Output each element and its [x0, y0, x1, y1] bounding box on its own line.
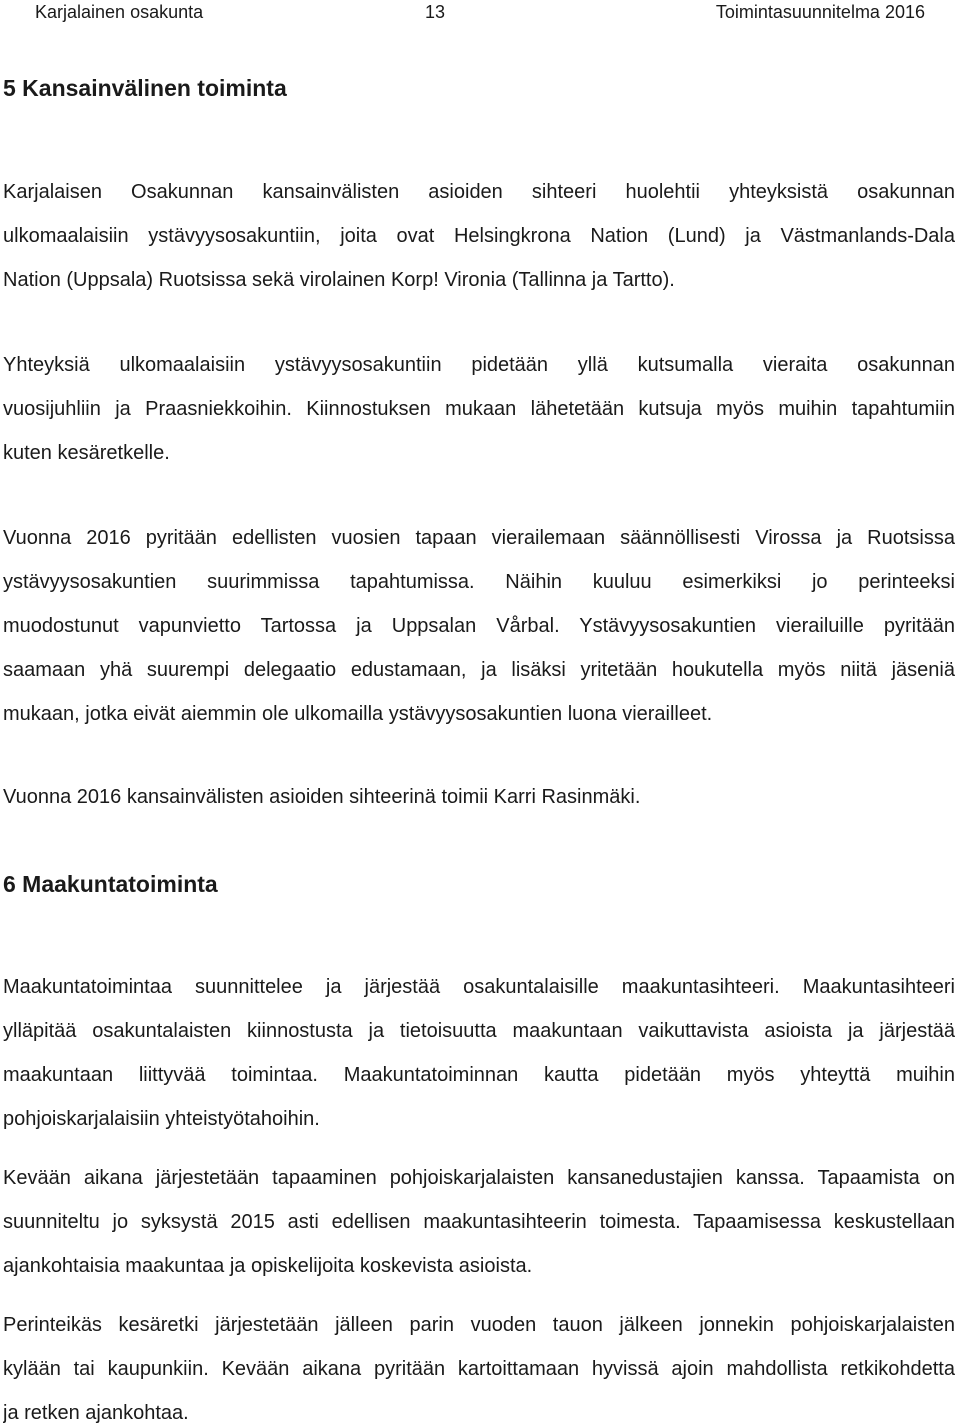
- section-heading: 5 Kansainvälinen toiminta: [3, 75, 287, 101]
- paragraph-line: vuosijuhliin ja Praasniekkoihin. Kiinnostuksen mukaan lähetetään kutsuja myös muihin tapahtumiin: [3, 398, 955, 420]
- paragraph-line: Vuonna 2016 pyritään edellisten vuosien tapaan vierailemaan säännöllisesti Virossa ja Ruotsissa: [3, 527, 955, 549]
- paragraph-line: Karjalaisen Osakunnan kansainvälisten asioiden sihteeri huolehtii yhteyksistä osakunnan: [3, 181, 955, 203]
- paragraph-line: ylläpitää osakuntalaisten kiinnostusta ja tietoisuutta maakuntaan vaikuttavista asioista ja järjestää: [3, 1020, 955, 1042]
- section-heading: 6 Maakuntatoiminta: [3, 871, 218, 897]
- paragraph: [3, 526, 955, 726]
- paragraph-line: ystävyysosakuntien suurimmissa tapahtumissa. Näihin kuuluu esimerkiksi jo perinteeksi: [3, 571, 955, 593]
- paragraph: [3, 353, 955, 465]
- paragraph-line: Vuonna 2016 kansainvälisten asioiden sihteerinä toimii Karri Rasinmäki.: [3, 786, 641, 808]
- paragraph-line: Perinteikäs kesäretki järjestetään jälleen parin vuoden tauon jälkeen jonnekin pohjoiskarjalaisten: [3, 1314, 955, 1336]
- paragraph-line: Yhteyksiä ulkomaalaisiin ystävyysosakuntiin pidetään yllä kutsumalla vieraita osakunnan: [3, 354, 955, 376]
- paragraph-line: ja retken ajankohtaa.: [3, 1402, 189, 1424]
- page-number: 13: [424, 2, 446, 22]
- paragraph-line: ajankohtaisia maakuntaa ja opiskelijoita koskevista asioista.: [3, 1255, 533, 1277]
- paragraph-line: kylään tai kaupunkiin. Kevään aikana pyritään kartoittamaan hyvissä ajoin mahdollista retkikohdetta: [3, 1358, 955, 1380]
- paragraph: [3, 1313, 955, 1425]
- paragraph-line: Nation (Uppsala) Ruotsissa sekä virolainen Korp! Vironia (Tallinna ja Tartto).: [3, 269, 675, 291]
- paragraph: [3, 975, 955, 1131]
- paragraph-line: maakuntaan liittyvää toimintaa. Maakuntatoiminnan kautta pidetään myös yhteyttä muihin: [3, 1064, 955, 1086]
- paragraph-line: suunniteltu jo syksystä 2015 asti edellisen maakuntasihteerin toimesta. Tapaamisessa keskustellaan: [3, 1211, 955, 1233]
- header-document-title: Toimintasuunnitelma 2016: [715, 2, 925, 22]
- paragraph-line: Maakuntatoimintaa suunnittelee ja järjestää osakuntalaisille maakuntasihteeri. Maakuntasihteeri: [3, 976, 955, 998]
- paragraph-line: pohjoiskarjalaisiin yhteistyötahoihin.: [3, 1108, 320, 1130]
- paragraph-line: muodostunut vapunvietto Tartossa ja Uppsalan Vårbal. Ystävyysosakuntien vierailuille pyritään: [3, 615, 955, 637]
- paragraph-line: ulkomaalaisiin ystävyysosakuntiin, joita ovat Helsingkrona Nation (Lund) ja Västmanlands-Dala: [3, 225, 955, 247]
- page-header: [0, 0, 960, 24]
- paragraph: [3, 180, 955, 292]
- paragraph-line: saamaan yhä suurempi delegaatio edustamaan, ja lisäksi yritetään houkutella myös niitä jäseniä: [3, 659, 955, 681]
- paragraph-line: Kevään aikana järjestetään tapaaminen pohjoiskarjalaisten kansanedustajien kanssa. Tapaamista on: [3, 1167, 955, 1189]
- paragraph-line: mukaan, jotka eivät aiemmin ole ulkomailla ystävyysosakuntien luona vierailleet.: [3, 703, 713, 725]
- paragraph: [3, 1166, 955, 1278]
- header-organization: Karjalainen osakunta: [35, 2, 204, 22]
- paragraph: [3, 785, 955, 809]
- paragraph-line: kuten kesäretkelle.: [3, 442, 170, 464]
